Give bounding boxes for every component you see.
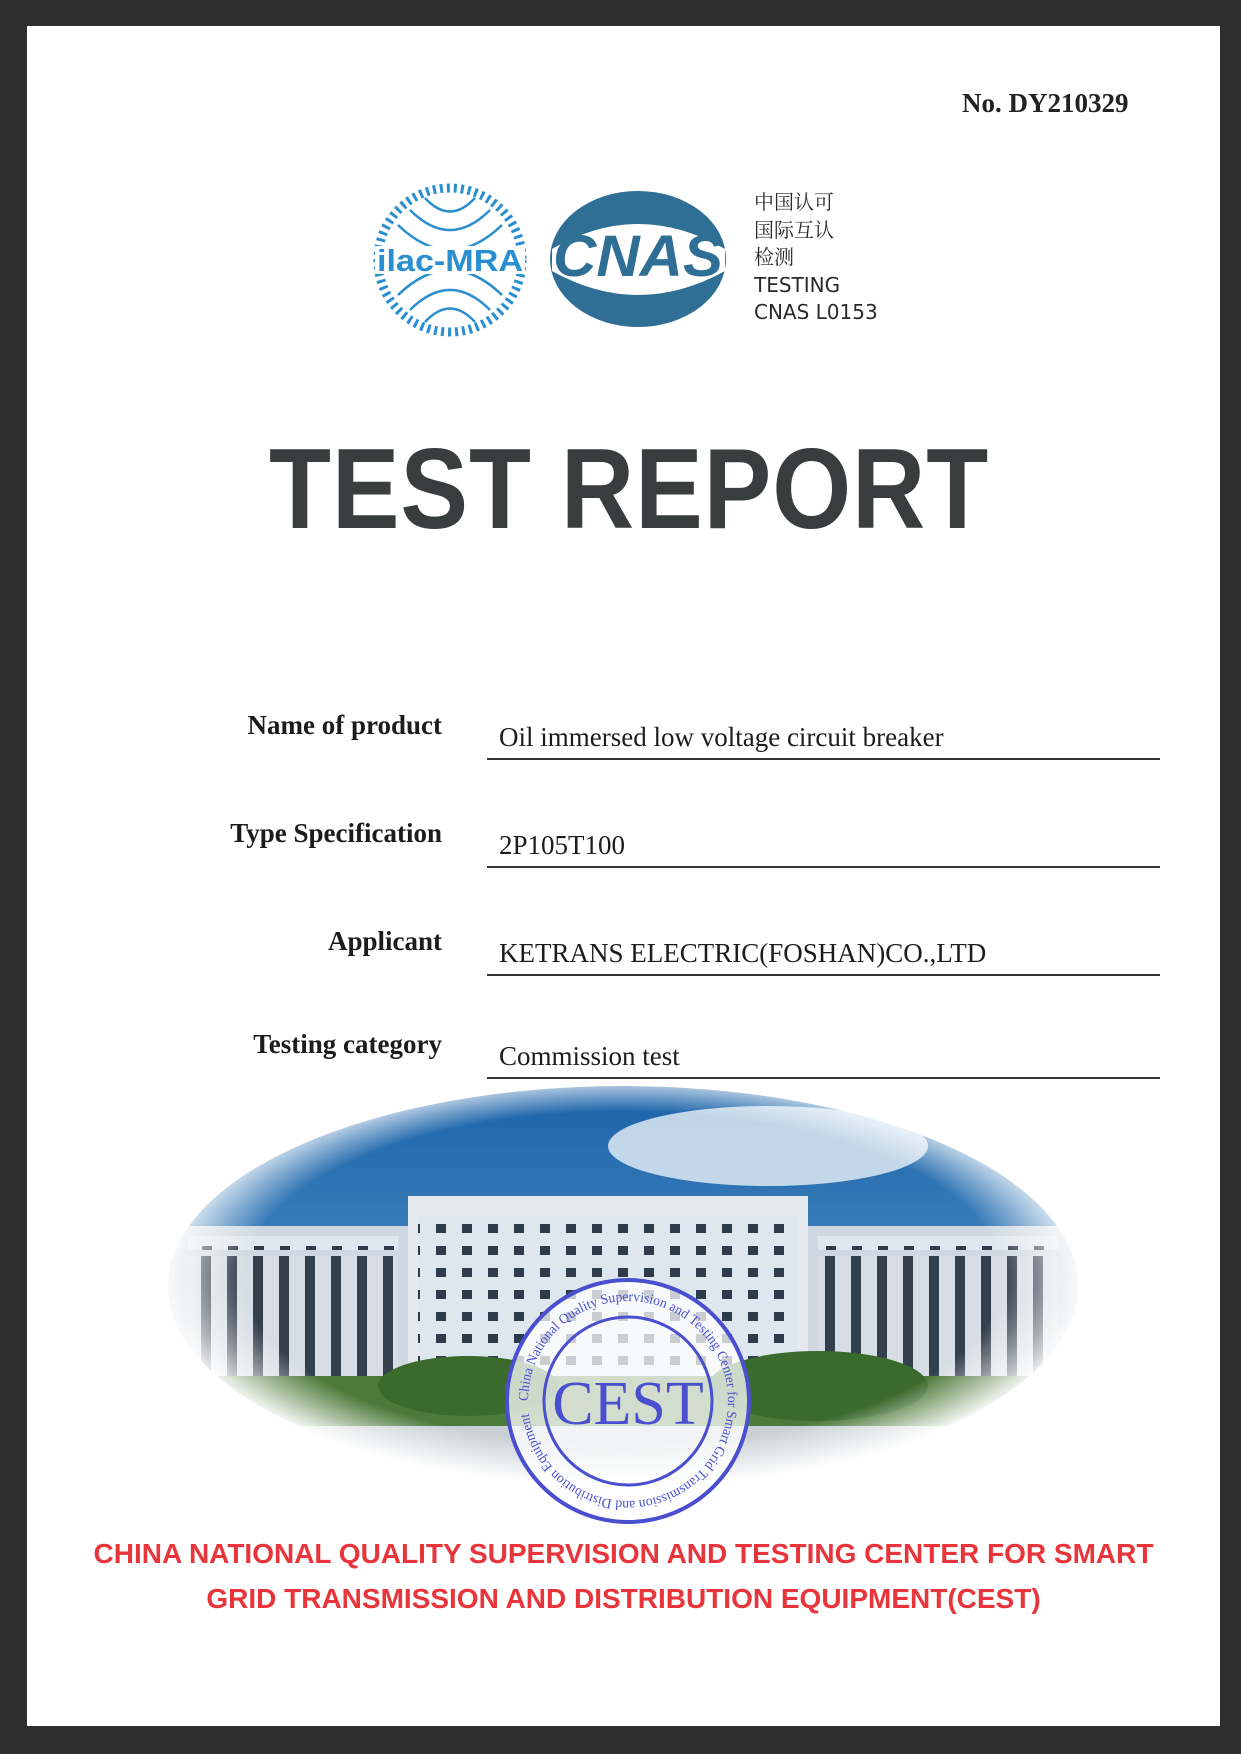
cnas-logo	[547, 189, 729, 329]
official-stamp	[503, 1276, 753, 1526]
ilac-logo-text: ilac-MRA	[377, 243, 523, 278]
field-value-type: 2P105T100	[499, 830, 626, 860]
stamp-center-text: CEST	[552, 1370, 704, 1438]
accreditation-line: TESTING	[754, 272, 841, 297]
field-value-category: Commission test	[499, 1041, 680, 1071]
page-title: TEST REPORT	[269, 426, 990, 553]
accreditation-line: 中国认可	[754, 190, 834, 214]
field-underline	[487, 758, 1160, 760]
field-label-type: Type Specification	[230, 818, 442, 848]
issuer-line-2: GRID TRANSMISSION AND DISTRIBUTION EQUIPMENT(CEST)	[206, 1583, 1041, 1614]
field-label-applicant: Applicant	[327, 926, 442, 956]
report-number: No. DY210329	[962, 88, 1129, 118]
accreditation-text	[754, 189, 878, 327]
test-report-page	[27, 26, 1220, 1726]
field-underline	[487, 1077, 1160, 1079]
field-label-product: Name of product	[247, 710, 442, 740]
accreditation-line: 检测	[754, 245, 794, 269]
field-value-product: Oil immersed low voltage circuit breaker	[499, 722, 944, 752]
issuer-line-1: CHINA NATIONAL QUALITY SUPERVISION AND TESTING CENTER FOR SMART	[93, 1538, 1154, 1569]
field-underline	[487, 974, 1160, 976]
ilac-mra-logo	[370, 180, 530, 340]
field-value-applicant: KETRANS ELECTRIC(FOSHAN)CO.,LTD	[499, 938, 987, 968]
field-underline	[487, 866, 1160, 868]
cnas-logo-text: CNAS	[553, 224, 724, 289]
accreditation-line: 国际互认	[754, 217, 834, 242]
field-label-category: Testing category	[253, 1029, 442, 1059]
stamp-ring-text: China National Quality Supervision and Testing Center for Smart Grid Transmission and Distribution Equipment	[516, 1289, 740, 1513]
accreditation-line: CNAS L0153	[754, 300, 878, 324]
